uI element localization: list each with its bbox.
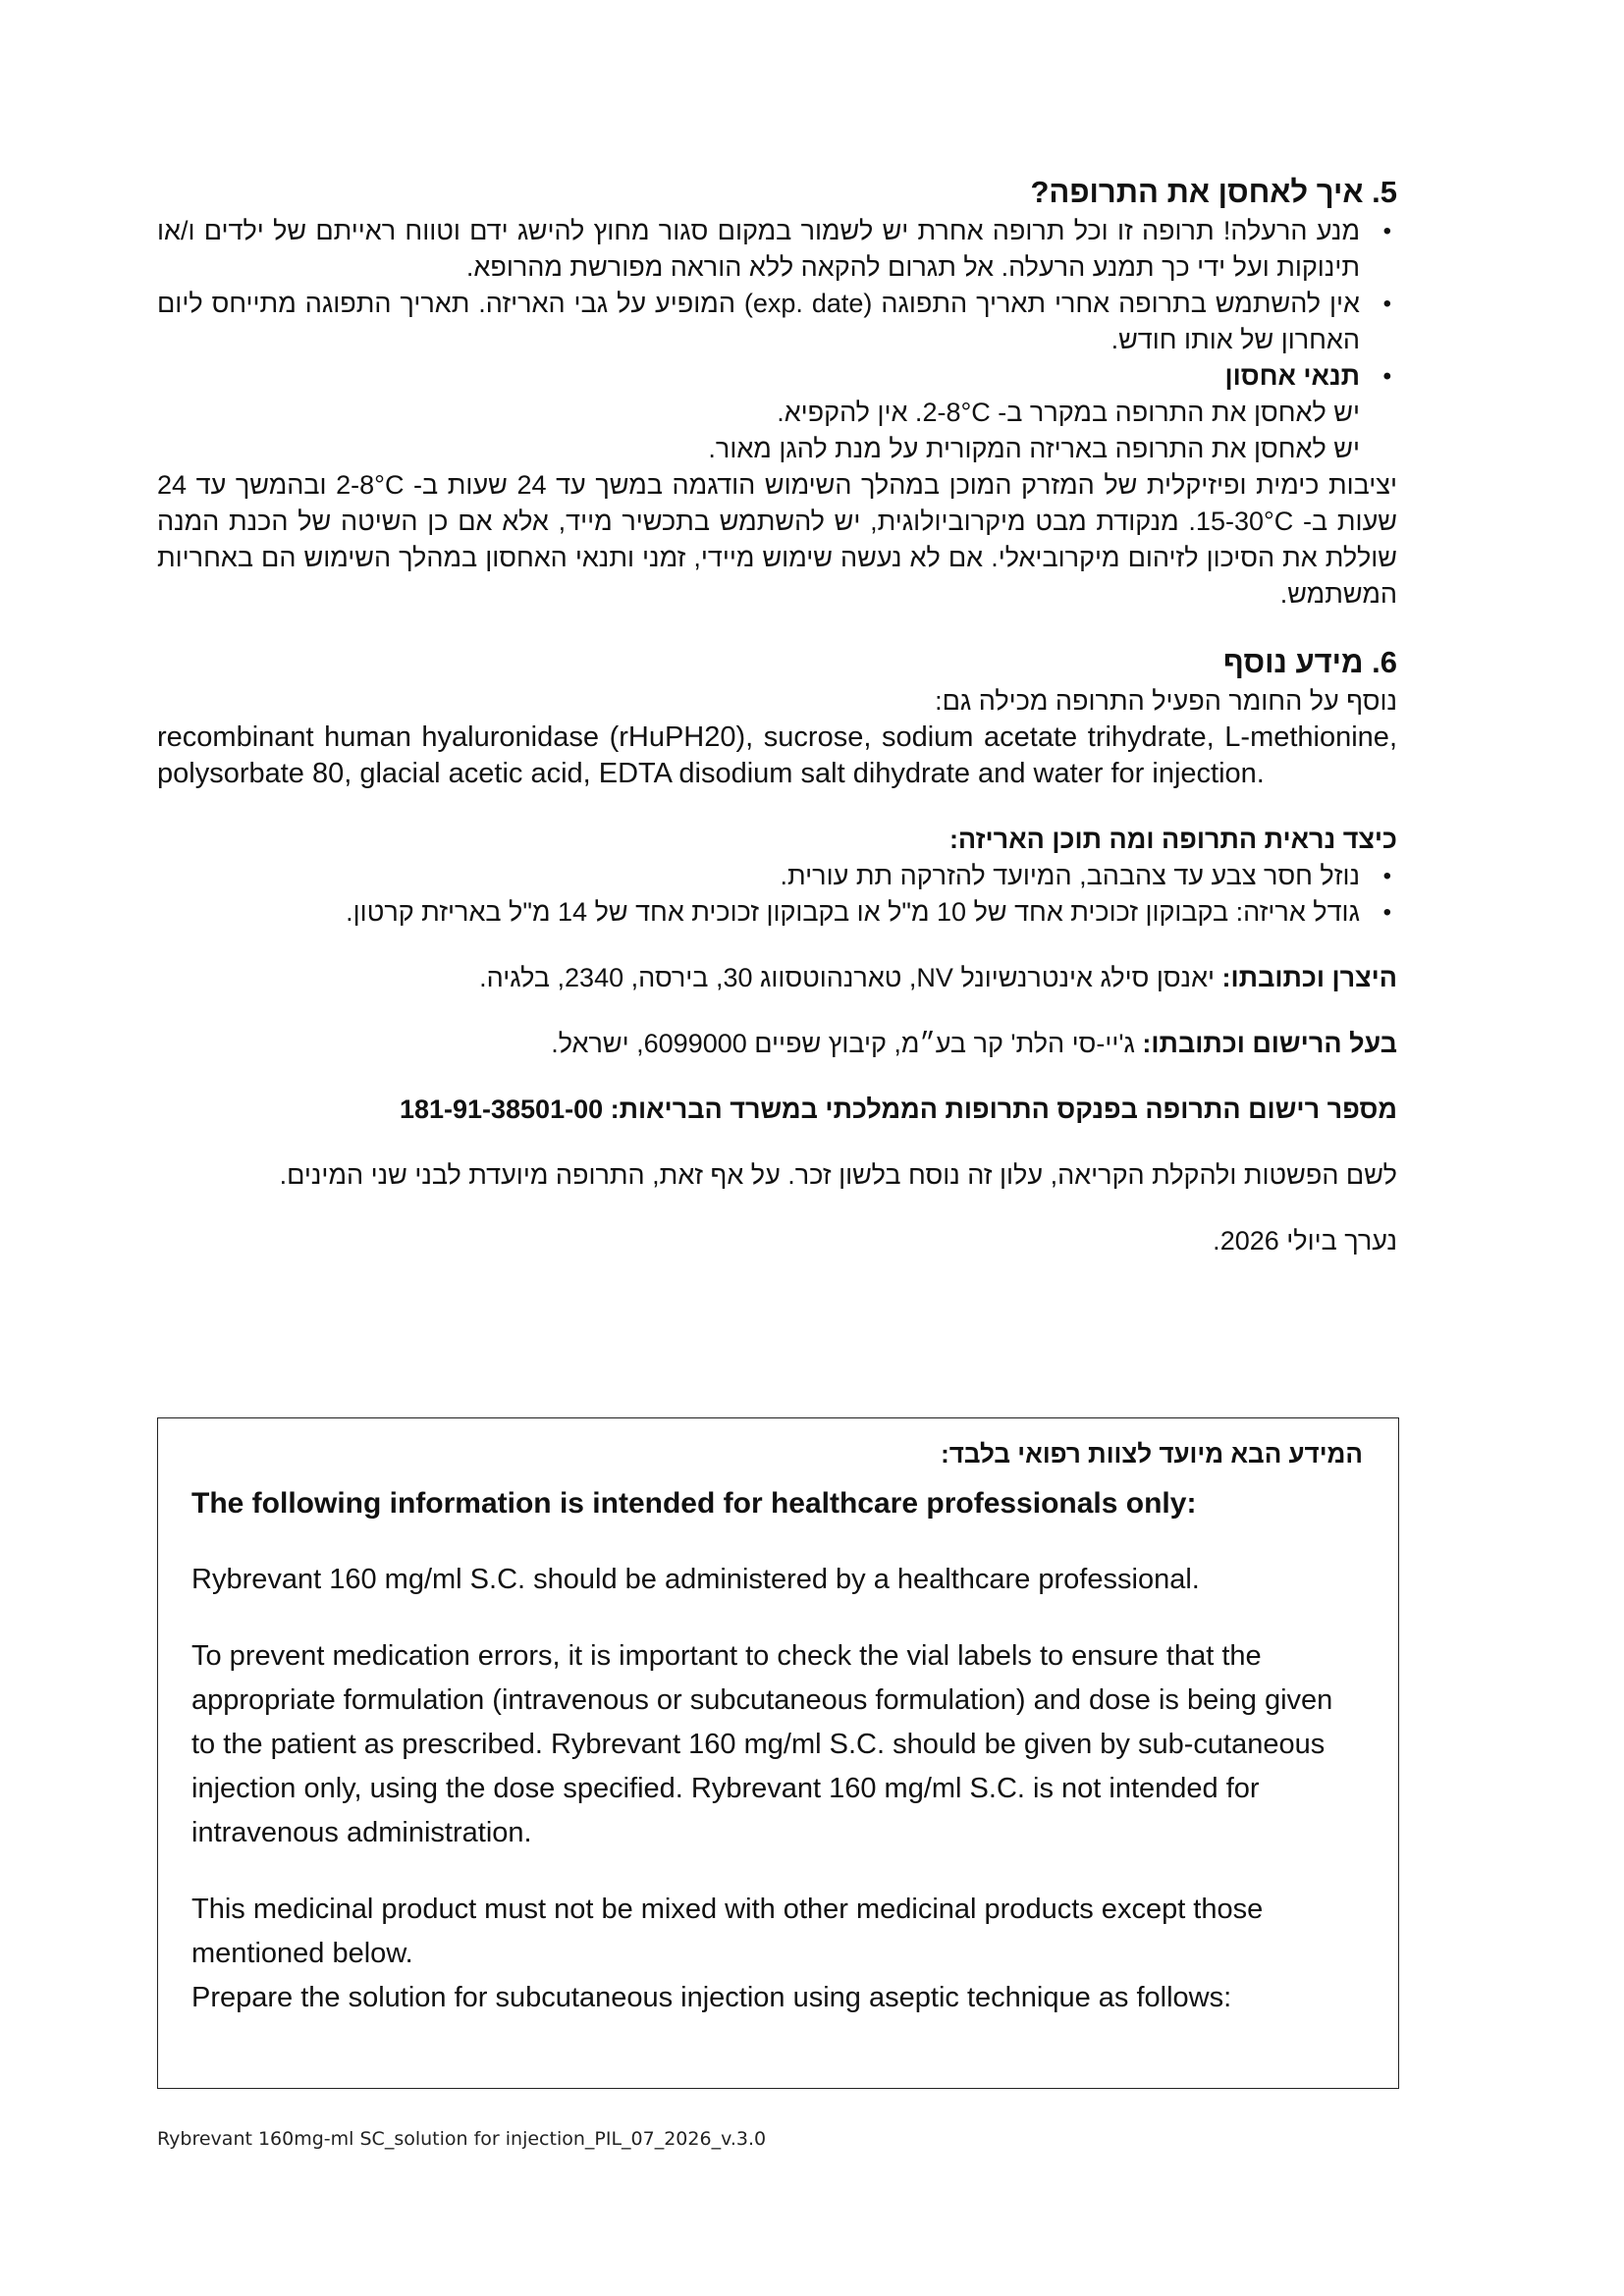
appearance-bullets <box>157 858 1397 931</box>
document-footer: Rybrevant 160mg-ml SC_solution for injection_PIL_07_2026_v.3.0 <box>157 2128 767 2150</box>
stability-paragraph: יציבות כימית ופיזיקלית של המזרק המוכן במהלך השימוש הודגמה במשך עד 24 שעות ב- 2-8°C ובהמשך עד 24 שעות ב- 15-30°C. מנקודת מבט מיקרוביולוגית, יש להשתמש בתכשיר מייד, אלא אם כן השיטה של הכנת המנה שוללת את הסיכון לזיהום מיקרוביאלי. אם לא נעשה שימוש מיידי, זמני ותנאי האחסון במהלך השימוש הם באחריות המשתמש. <box>157 470 1397 609</box>
revision-date: נערך ביולי 2026. <box>1213 1226 1397 1255</box>
box-paragraph: Prepare the solution for subcutaneous injection using aseptic technique as follows: <box>191 1982 1232 2013</box>
storage-bullets <box>157 213 1397 395</box>
gender-note: לשם הפשטות ולהקלת הקריאה, עלון זה נוסח בלשון זכר. על אף זאת, התרופה מיועדת לבני שני המינים. <box>279 1160 1397 1190</box>
box-english-heading: The following information is intended for healthcare professionals only: <box>191 1487 1197 1520</box>
manufacturer-label: היצרן וכתובתו: <box>1221 963 1397 992</box>
registration-number: מספר רישום התרופה בפנקס התרופות הממלכתי במשרד הבריאות: 181-91-38501-00 <box>399 1095 1397 1124</box>
holder-value: ג'יי-סי הלת' קר בע״מ, קיבוץ שפיים 6099000, ישראל. <box>551 1029 1143 1058</box>
section-6-title: 6. מידע נוסף <box>1222 645 1397 679</box>
box-paragraph: Rybrevant 160 mg/ml S.C. should be administered by a healthcare professional. <box>191 1564 1200 1595</box>
appearance-heading: כיצד נראית התרופה ומה תוכן האריזה: <box>948 825 1397 854</box>
list-item: • מנע הרעלה! תרופה זו וכל תרופה אחרת יש לשמור במקום סגור מחוץ להישג ידם וטווח ראייתם של ילדים ו/או תינוקות ועל ידי כך תמנע הרעלה. אל תגרום להקאה ללא הוראה מפורשת מהרופא. <box>157 213 1360 286</box>
storage-line: יש לאחסן את התרופה במקרר ב- 2-8°C. אין להקפיא. <box>777 398 1360 427</box>
list-item: • אין להשתמש בתרופה אחרי תאריך התפוגה (exp. date) המופיע על גבי האריזה. תאריך התפוגה מתייחס ליום האחרון של אותו חודש. <box>157 286 1360 358</box>
section-5-title: 5. איך לאחסן את התרופה? <box>1030 175 1397 209</box>
storage-heading: • תנאי אחסון <box>157 358 1360 395</box>
box-paragraph: To prevent medication errors, it is important to check the vial labels to ensure that the appropriate formulation (intravenous or subcutaneous formulation) and dose is being given to the patient as prescribed. Rybrevant 160 mg/ml S.C. should be given by sub-cutaneous injection only, using the dose specified. Rybrevant 160 mg/ml S.C. is not intended for intravenous administration. <box>191 1640 1333 1848</box>
holder-label: בעל הרישום וכתובתו: <box>1142 1029 1397 1058</box>
manufacturer-value: יאנסן סילג אינטרנשיונל NV, טארנהוטסווג 30, בירסה, 2340, בלגיה. <box>479 963 1222 992</box>
manufacturer <box>157 960 1397 996</box>
registration-holder <box>157 1026 1397 1062</box>
healthcare-info-box <box>157 1417 1399 2089</box>
list-item: • נוזל חסר צבע עד צהבהב, המיועד להזרקה תת עורית. <box>157 858 1360 894</box>
ingredients-list: recombinant human hyaluronidase (rHuPH20), sucrose, sodium acetate trihydrate, L-methionine, polysorbate 80, glacial acetic acid, EDTA disodium salt dihydrate and water for injection. <box>157 721 1397 789</box>
section-5 <box>157 172 1397 613</box>
box-hebrew-heading: המידע הבא מיועד לצוות רפואי בלבד: <box>941 1439 1363 1468</box>
section-6 <box>157 642 1397 1259</box>
list-item: • גודל אריזה: בקבוקון זכוכית אחד של 10 מ"ל או בקבוקון זכוכית אחד של 14 מ"ל באריזת קרטון. <box>157 894 1360 931</box>
document-body <box>157 172 1397 1259</box>
box-paragraph: This medicinal product must not be mixed with other medicinal products except those mentioned below. <box>191 1894 1264 1969</box>
ingredients-intro: נוסף על החומר הפעיל התרופה מכילה גם: <box>935 686 1397 716</box>
storage-line: יש לאחסן את התרופה באריזה המקורית על מנת להגן מאור. <box>708 434 1360 463</box>
